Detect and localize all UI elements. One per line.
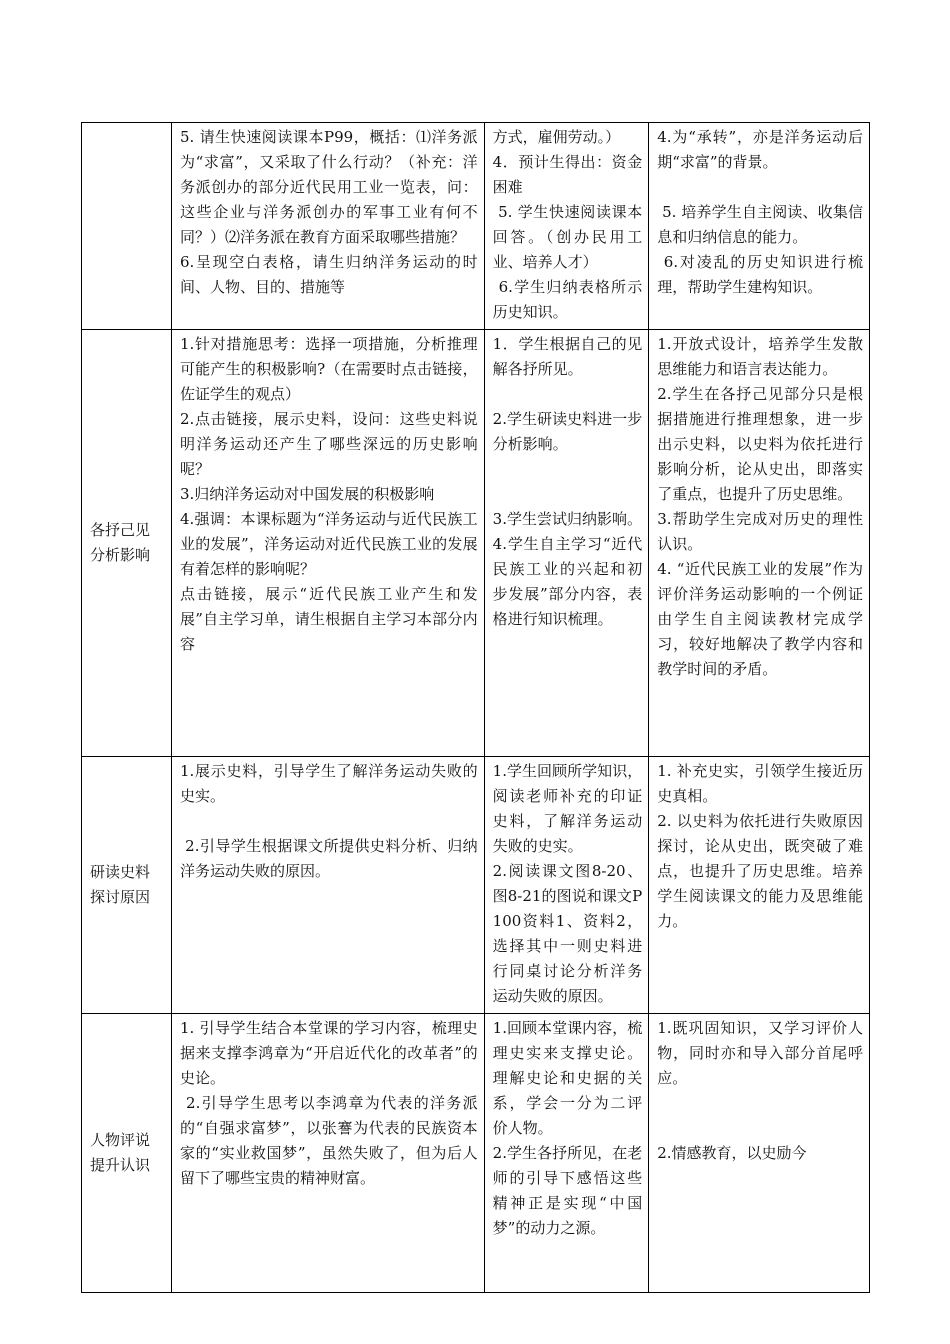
table-row bbox=[82, 757, 870, 1014]
paragraph: 2.学生研读史料进一步分析影响。 bbox=[492, 410, 643, 453]
paragraph: 方式，雇佣劳动。） bbox=[492, 128, 621, 146]
paragraph: 6.对凌乱的历史知识进行梳理，帮助学生建构知识。 bbox=[657, 253, 863, 296]
paragraph: 4.学生自主学习“近代民族工业的兴起和初步发展”部分内容，表格进行知识梳理。 bbox=[492, 535, 643, 628]
paragraph: 4．预计生得出：资金困难 bbox=[492, 153, 643, 196]
paragraph: 1.既巩固知识，又学习评价人物，同时亦和导入部分首尾呼应。 bbox=[657, 1019, 863, 1087]
blank-line bbox=[180, 809, 478, 834]
design-intent-cell bbox=[649, 1014, 870, 1293]
paragraph: 1.针对措施思考：选择一项措施，分析推理可能产生的积极影响?（在需要时点击链接，佐证学生的观点） bbox=[179, 335, 478, 403]
stage-cell bbox=[82, 123, 172, 330]
design-intent-cell bbox=[649, 123, 870, 330]
table-row bbox=[82, 330, 870, 757]
blank-line bbox=[493, 382, 643, 407]
paragraph: 2.阅读课文图8-20、图8-21的图说和课文P100资料1、资料2，选择其中一则史料进行同桌讨论分析洋务运动失败的原因。 bbox=[492, 862, 643, 1005]
paragraph: 4.为“承转”，亦是洋务运动后期“求富”的背景。 bbox=[657, 128, 863, 171]
paragraph: 4.强调：本课标题为“洋务运动与近代民族工业的发展”，洋务运动对近代民族工业的发展有着怎样的影响呢？ bbox=[179, 510, 478, 578]
student-activity-cell bbox=[484, 757, 649, 1014]
paragraph: 3.帮助学生完成对历史的理性认识。 bbox=[657, 510, 863, 553]
paragraph: 2.引导学生思考以李鸿章为代表的洋务派的“自强求富梦”，以张謇为代表的民族资本家的“实业救国梦”，虽然失败了，但为后人留下了哪些宝贵的精神财富。 bbox=[179, 1094, 478, 1187]
paragraph: 4. “近代民族工业的发展”作为评价洋务运动影响的一个例证由学生自主阅读教材完成学习，较好地解决了教学内容和教学时间的矛盾。 bbox=[657, 560, 863, 678]
paragraph: 点击链接，展示“近代民族工业产生和发展”自主学习单，请生根据自主学习本部分内容 bbox=[179, 585, 478, 653]
design-intent-cell bbox=[649, 330, 870, 757]
paragraph: 6.呈现空白表格，请生归纳洋务运动的时间、人物、目的、措施等 bbox=[179, 253, 478, 296]
stage-cell: 研读史料探讨原因 bbox=[82, 757, 172, 1014]
paragraph: 6.学生归纳表格所示历史知识。 bbox=[492, 278, 643, 321]
paragraph: 3.归纳洋务运动对中国发展的积极影响 bbox=[179, 485, 435, 503]
paragraph: 5. 学生快速阅读课本回答。（创办民用工业、培养人才） bbox=[492, 203, 643, 271]
blank-line bbox=[657, 1091, 863, 1116]
table-row bbox=[82, 1014, 870, 1293]
paragraph: 1.回顾本堂课内容，梳理史实来支撑史论。理解史论和史据的关系，学会一分为二评价人物。 bbox=[492, 1019, 643, 1137]
paragraph: 2.点击链接，展示史料，设问：这些史料说明洋务运动还产生了哪些深远的历史影响呢？ bbox=[179, 410, 478, 478]
paragraph: 5. 培养学生自主阅读、收集信息和归纳信息的能力。 bbox=[657, 203, 863, 246]
paragraph: 2.引导学生根据课文所提供史料分析、归纳洋务运动失败的原因。 bbox=[179, 837, 478, 880]
blank-line bbox=[493, 457, 643, 507]
table-row bbox=[82, 123, 870, 330]
student-activity-cell bbox=[484, 123, 649, 330]
paragraph: 2.情感教育，以史励今 bbox=[657, 1144, 807, 1162]
teacher-activity-cell bbox=[171, 757, 484, 1014]
teacher-activity-cell bbox=[171, 123, 484, 330]
paragraph: 2.学生各抒所见，在老师的引导下感悟这些精神正是实现“中国梦”的动力之源。 bbox=[492, 1144, 643, 1237]
paragraph: 5. 请生快速阅读课本P99，概括：⑴洋务派为“求富”，又采取了什么行动？（补充：洋务派创办的部分近代民用工业一览表，问：这些企业与洋务派创办的军事工业有何不同？）⑵洋务派在教育方面采取哪些措施？ bbox=[179, 128, 478, 246]
paragraph: 2.学生在各抒己见部分只是根据措施进行推理想象，进一步出示史料，以史料为依托进行影响分析，论从史出，即落实了重点，也提升了历史思维。 bbox=[657, 385, 863, 503]
teacher-activity-cell bbox=[171, 1014, 484, 1293]
paragraph: 1.展示史料，引导学生了解洋务运动失败的史实。 bbox=[179, 762, 478, 805]
paragraph: 3.学生尝试归纳影响。 bbox=[492, 510, 642, 528]
paragraph: 1．学生根据自己的见解各抒所见。 bbox=[492, 335, 643, 378]
student-activity-cell bbox=[484, 1014, 649, 1293]
paragraph: 1.学生回顾所学知识，阅读老师补充的印证史料，了解洋务运动失败的史实。 bbox=[492, 762, 643, 855]
blank-line bbox=[657, 1116, 863, 1141]
stage-cell: 人物评说提升认识 bbox=[82, 1014, 172, 1293]
paragraph: 1. 补充史实，引领学生接近历史真相。 bbox=[657, 762, 863, 805]
paragraph: 1. 引导学生结合本堂课的学习内容，梳理史据来支撑李鸿章为“开启近代化的改革者”的史论。 bbox=[179, 1019, 478, 1087]
stage-cell: 各抒己见分析影响 bbox=[82, 330, 172, 757]
blank-line bbox=[657, 175, 863, 200]
teacher-activity-cell bbox=[171, 330, 484, 757]
design-intent-cell bbox=[649, 757, 870, 1014]
student-activity-cell bbox=[484, 330, 649, 757]
paragraph: 1.开放式设计，培养学生发散思维能力和语言表达能力。 bbox=[657, 335, 863, 378]
paragraph: 2. 以史料为依托进行失败原因探讨，论从史出，既突破了难点，也提升了历史思维。培养学生阅读课文的能力及思维能力。 bbox=[657, 812, 863, 930]
lesson-plan-table bbox=[81, 122, 870, 1293]
